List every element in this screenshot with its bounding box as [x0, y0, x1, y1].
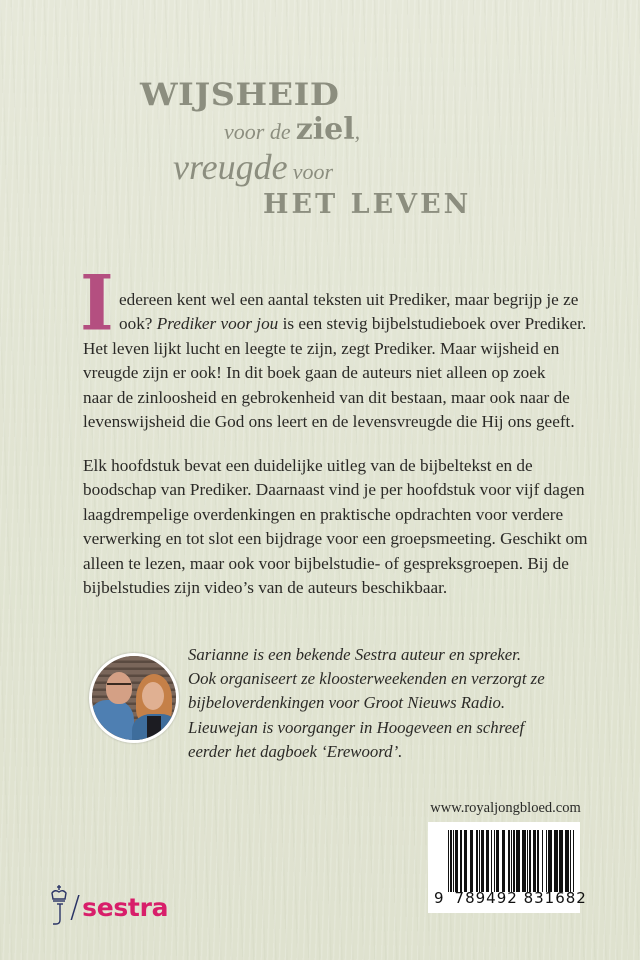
barcode-number: 789492 831682 [454, 889, 587, 907]
description-line: alleen te lezen, maar ook voor bijbelstudie- of gespreksgroepen. Bij de [83, 553, 569, 573]
author-1-body [89, 700, 134, 743]
title-wijsheid: WIJSHEID [140, 77, 340, 113]
intro-line: vreugde zijn er ook! In dit boek gaan de auteurs niet alleen op zoek [83, 363, 546, 383]
title-vreugde: vreugde [173, 147, 288, 187]
intro-line: edereen kent wel een aantal teksten uit Prediker, maar begrijp je ze [119, 290, 579, 309]
isbn-barcode [428, 822, 587, 913]
barcode-digits [434, 889, 587, 907]
title-comma: , [354, 119, 361, 144]
title-voor: voor [292, 159, 334, 184]
author-2-head [142, 682, 164, 710]
description-line: boodschap van Prediker. Daarnaast vind je per hoofdstuk voor vijf dagen [83, 480, 585, 500]
author-bio-line: Lieuwejan is voorganger in Hoogeveen en schreef [188, 717, 525, 737]
title-het-leven: HET LEVEN [263, 189, 472, 220]
intro-line: levenswijsheid die God ons leert en de levensvreugde die Hij ons geeft. [83, 412, 575, 432]
description-line: Elk hoofdstuk bevat een duidelijke uitleg van de bijbeltekst en de [83, 456, 533, 475]
author-bio-line: Ook organiseert ze kloosterweekenden en verzorgt ze [188, 669, 545, 689]
intro-line-rest: is een stevig bijbelstudieboek over Prediker. [282, 314, 587, 334]
description-line: bijbelstudies zijn video’s van de auteurs beschikbaar. [83, 578, 448, 598]
publisher-website-link[interactable]: www.royaljongbloed.com [430, 800, 581, 816]
intro-line: naar de zinloosheid en gebrokenheid van dit bestaan, maar ook naar de [83, 387, 570, 407]
glasses-icon [107, 683, 131, 690]
barcode-first-digit: 9 [434, 889, 445, 907]
description-paragraph [83, 454, 588, 600]
logo-slash: / [70, 890, 81, 925]
description-line: laagdrempelige overdenkingen en praktische opdrachten voor verdere [83, 504, 564, 524]
intro-line-start: ook? [119, 314, 153, 334]
author-bio-line: eerder het dagboek ‘Erewoord’. [188, 741, 403, 761]
author-bio [188, 643, 545, 764]
intro-line [83, 312, 587, 336]
sestra-logo [50, 882, 168, 926]
author-bio-line: bijbeloverdenkingen voor Groot Nieuws Radio. [188, 693, 506, 713]
author-2-top [147, 716, 161, 743]
intro-line: Het leven lijkt lucht en leegte te zijn, zegt Prediker. Maar wijsheid en [83, 338, 560, 358]
title-voor-de: voor de [224, 119, 291, 144]
author-photo [89, 653, 179, 743]
author-bio-line: Sarianne is een bekende Sestra auteur en spreker. [188, 645, 522, 664]
barcode-bar [573, 830, 574, 892]
intro-paragraph [83, 288, 587, 434]
crown-j-icon [50, 884, 68, 926]
book-title-italic: Prediker voor jou [156, 314, 279, 334]
description-line: verwerking en tot slot een bijdrage voor een groepsmeeting. Geschikt om [83, 529, 588, 549]
barcode-bars [448, 830, 574, 892]
sestra-wordmark: sestra [82, 893, 169, 922]
title-ziel: ziel [295, 112, 355, 147]
drop-cap-letter: I [80, 258, 114, 348]
